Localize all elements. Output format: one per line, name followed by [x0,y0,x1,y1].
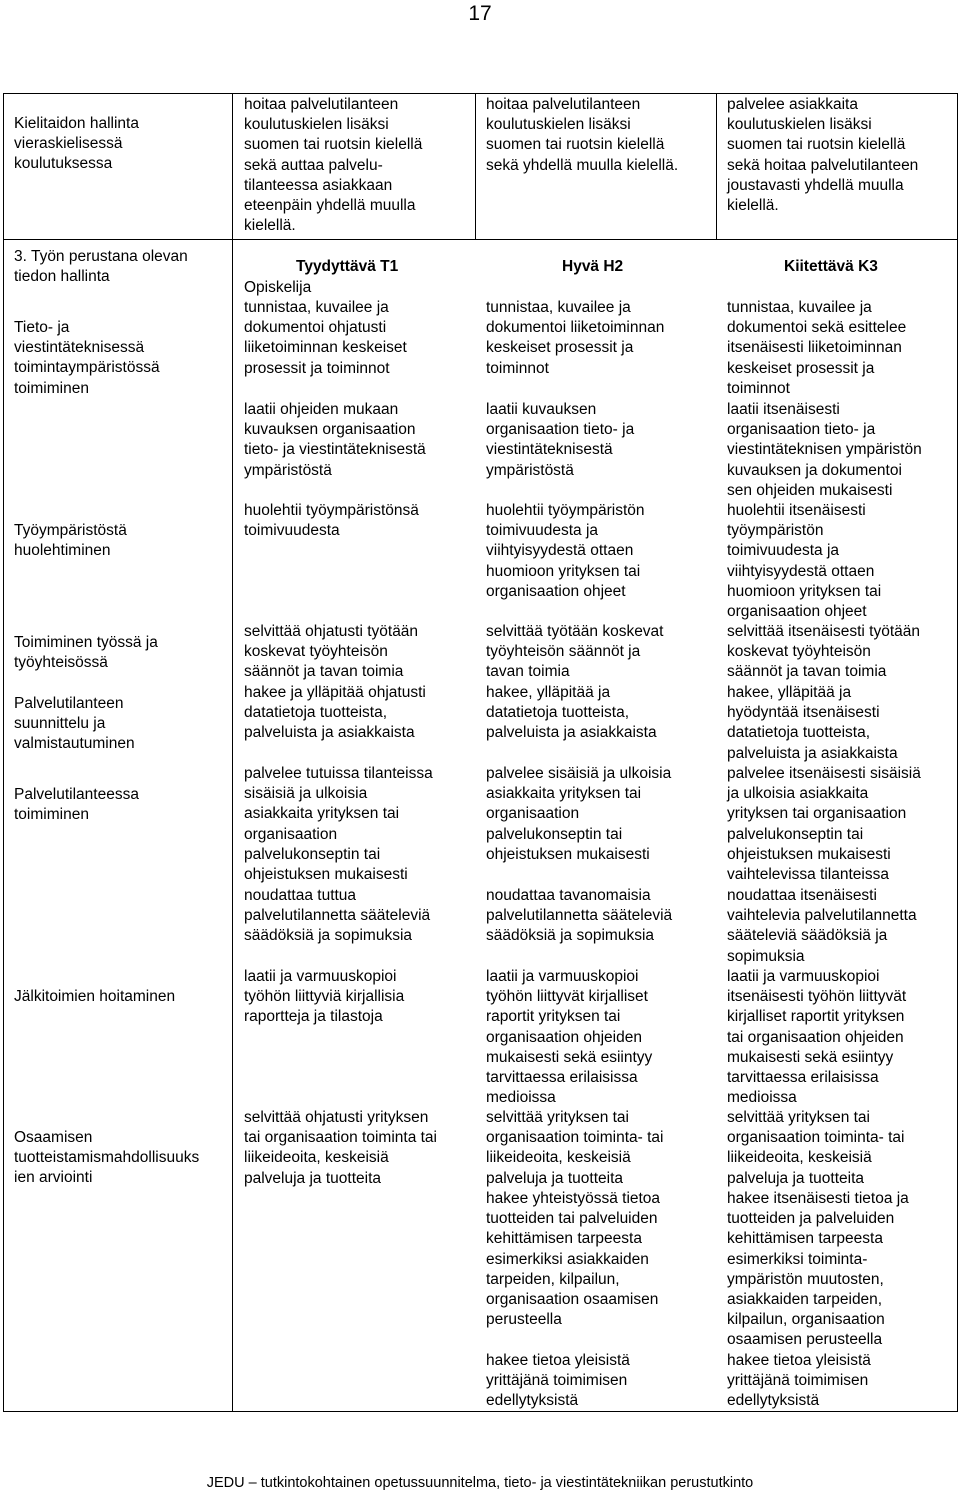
h2-item: laatii ja varmuuskopioi työhön liittyvät kirjalliset raportit yrityksen tai organisaation ohjeiden mukaisesti sekä esiintyy tarvittaessa erilaisissa medioissa [486,968,653,1107]
column-divider-1 [232,93,233,1411]
criterion-service-situation: Palvelutilanteessa toimiminen [14,786,139,824]
k3-item: noudattaa itsenäisesti vaihtelevia palvelutilannetta sääteleviä säädöksiä ja sopimuksia [727,887,917,965]
table-border-top [3,93,958,94]
t1-item: palvelee tutuissa tilanteissa sisäisiä ja ulkoisia asiakkaita yrityksen tai organisaation palvelukonseptin tai ohjeistuksen mukaisesti [244,765,433,884]
h2-item: selvittää työtään koskevat työyhteisön säännöt ja tavan toimia [486,623,664,681]
h2-item: huolehtii työympäristön toimivuudesta ja viihtyisyydestä ottaen huomioon yrityksen tai organisaation ohjeet [486,502,645,600]
h2-item: tunnistaa, kuvailee ja dokumentoi liiketoiminnan keskeiset prosessit ja toiminnot [486,299,665,377]
k3-item: selvittää itsenäisesti työtään koskevat työyhteisön säännöt ja tavan toimia [727,623,920,681]
language-h2: hoitaa palvelutilanteen koulutuskielen lisäksi suomen tai ruotsin kielellä sekä yhdellä muulla kielellä. [486,96,679,174]
criterion-work-environment: Työympäristöstä huolehtiminen [14,522,127,560]
criterion-work-community: Toimiminen työssä ja työyhteisössä [14,634,158,672]
table-border-left [3,93,4,1411]
t1-item: selvittää ohjatusti työtään koskevat työyhteisön säännöt ja tavan toimia [244,623,419,681]
h2-item: hakee yhteistyössä tietoa tuotteiden tai palveluiden kehittämisen tarpeesta esimerkiksi asiakkaiden tarpeiden, kilpailun, organisaation osaamisen perusteella [486,1190,661,1329]
k3-item: hakee tietoa yleisistä yrittäjänä toimimisen edellytyksistä [727,1352,871,1410]
criterion-ict-environment: Tieto- ja viestintäteknisessä toimintaympäristössä toimiminen [14,319,160,397]
row-divider [3,239,958,240]
table-border-right [957,93,958,1411]
k3-item: laatii ja varmuuskopioi itsenäisesti työhön liittyvät kirjalliset raportit yrityksen tai organisaation ohjeiden mukaisesti sekä esiintyy tarvittaessa erilaisissa medioissa [727,968,907,1107]
criterion-productization: Osaamisen tuotteistamismahdollisuuks ien arviointi [14,1129,200,1187]
language-t1: hoitaa palvelutilanteen koulutuskielen lisäksi suomen tai ruotsin kielellä sekä auttaa palvelu- tilanteessa asiakkaan eteenpäin yhdellä muulla kielellä. [244,96,423,235]
grade-header-t1: Tyydyttävä T1 [296,258,399,275]
k3-item: selvittää yrityksen tai organisaation toiminta- tai liikeideoita, keskeisiä palveluja ja tuotteita [727,1109,905,1187]
t1-item: selvittää ohjatusti yrityksen tai organisaation toiminta tai liikeideoita, keskeisiä palveluja ja tuotteita [244,1109,438,1187]
t1-item: hakee ja ylläpitää ohjatusti datatietoja tuotteista, palveluista ja asiakkaista [244,684,426,742]
h2-item: laatii kuvauksen organisaation tieto- ja viestintäteknisestä ympäristöstä [486,401,635,479]
h2-item: hakee, ylläpitää ja datatietoja tuotteista, palveluista ja asiakkaista [486,684,657,742]
t1-item: laatii ohjeiden mukaan kuvauksen organisaation tieto- ja viestintäteknisestä ympäristöstä [244,401,426,479]
h2-item: hakee tietoa yleisistä yrittäjänä toimimisen edellytyksistä [486,1352,630,1410]
t1-item: noudattaa tuttua palvelutilannetta sääteleviä säädöksiä ja sopimuksia [244,887,431,945]
k3-item: tunnistaa, kuvailee ja dokumentoi sekä esittelee itsenäisesti liiketoiminnan keskeiset prosessit ja toiminnot [727,299,907,397]
k3-item: palvelee itsenäisesti sisäisiä ja ulkoisia asiakkaita yrityksen tai organisaation palvelukonseptin tai ohjeistuksen mukaisesti vaihtelevissa tilanteissa [727,765,921,884]
criterion-service-planning: Palvelutilanteen suunnittelu ja valmistautuminen [14,695,135,753]
k3-item: hakee itsenäisesti tietoa ja tuotteiden ja palveluiden kehittämisen tarpeesta esimerkiksi toiminta- ympäristön muutosten, asiakkaiden tarpeiden, kilpailun, organisaation osaamisen perusteella [727,1190,909,1349]
grade-header-k3: Kiitettävä K3 [784,258,878,275]
h2-item: selvittää yrityksen tai organisaation toiminta- tai liikeideoita, keskeisiä palveluja ja tuotteita [486,1109,664,1187]
criterion-language: Kielitaidon hallinta vieraskielisessä koulutuksessa [14,115,139,173]
column-divider-2-top [475,93,476,239]
language-k3: palvelee asiakkaita koulutuskielen lisäksi suomen tai ruotsin kielellä sekä hoitaa palvelutilanteen joustavasti yhdellä muulla kielellä. [727,96,919,215]
t1-item: huolehtii työympäristönsä toimivuudesta [244,502,419,540]
k3-item: huolehtii itsenäisesti työympäristön toimivuudesta ja viihtyisyydestä ottaen huomioon yrityksen tai organisaation ohjeet [727,502,882,621]
grade-header-h2: Hyvä H2 [562,258,624,275]
student-label: Opiskelija [244,279,312,296]
k3-item: hakee, ylläpitää ja hyödyntää itsenäisesti datatietoja tuotteista, palveluista ja asiakkaista [727,684,898,762]
h2-item: palvelee sisäisiä ja ulkoisia asiakkaita yrityksen tai organisaation palvelukonseptin tai ohjeistuksen mukaisesti [486,765,672,863]
h2-item: noudattaa tavanomaisia palvelutilannetta sääteleviä säädöksiä ja sopimuksia [486,887,673,945]
column-divider-3-top [716,93,717,239]
criterion-follow-up: Jälkitoimien hoitaminen [14,988,176,1005]
section-title: 3. Työn perustana olevan tiedon hallinta [14,248,188,286]
page-number: 17 [468,2,492,25]
page-footer: JEDU – tutkintokohtainen opetussuunnitelma, tieto- ja viestintätekniikan perustutkinto [206,1475,754,1491]
k3-item: laatii itsenäisesti organisaation tieto- ja viestintäteknisen ympäristön kuvauksen ja dokumentoi sen ohjeiden mukaisesti [727,401,922,499]
t1-item: laatii ja varmuuskopioi työhön liittyviä kirjallisia raportteja ja tilastoja [244,968,405,1026]
t1-item: tunnistaa, kuvailee ja dokumentoi ohjatusti liiketoiminnan keskeiset prosessit ja toiminnot [244,299,407,377]
